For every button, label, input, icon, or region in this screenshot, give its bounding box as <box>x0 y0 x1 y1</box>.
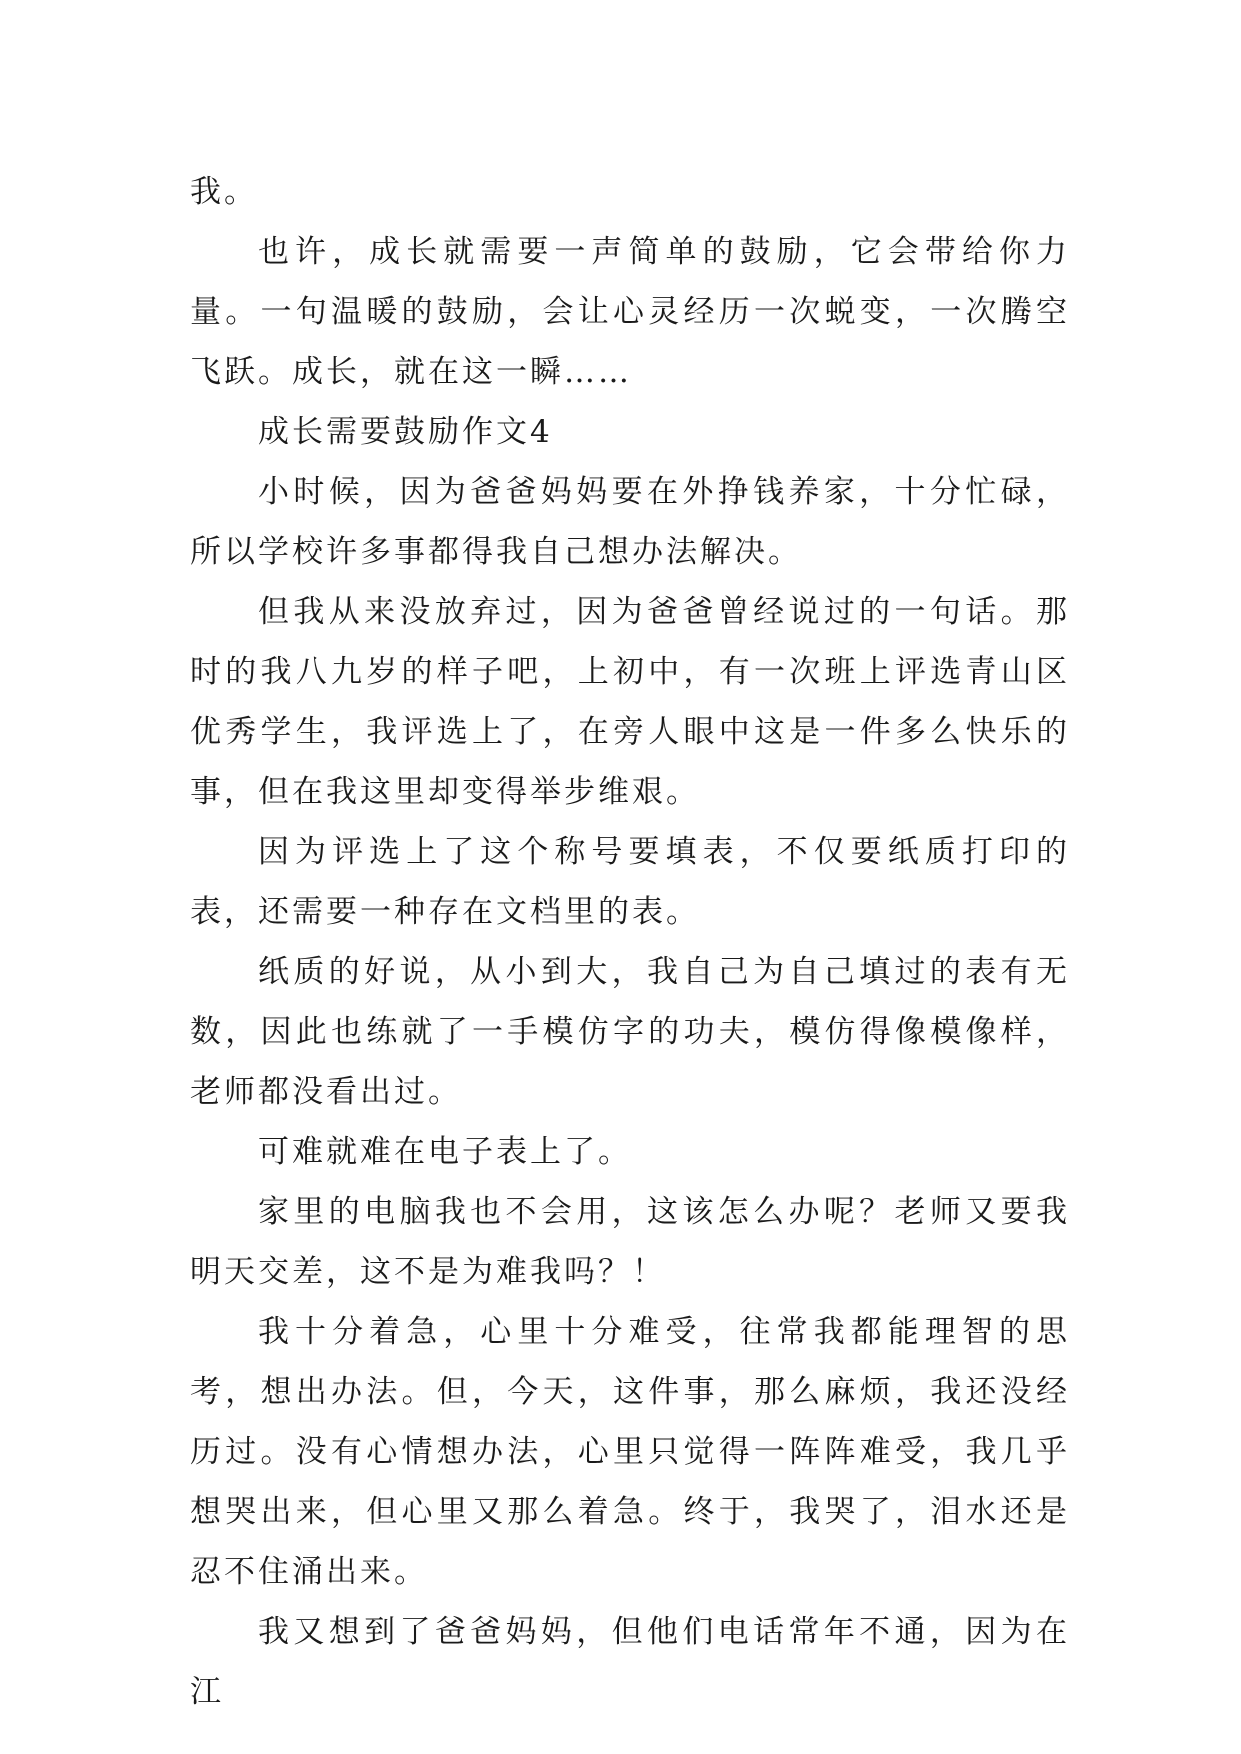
paragraph: 可难就难在电子表上了。 <box>258 1134 632 1170</box>
paragraph: 家里的电脑我也不会用，这该怎么办呢？老师又要我明天交差，这不是为难我吗？！ <box>190 1194 1070 1290</box>
paragraph: 但我从来没放弃过，因为爸爸曾经说过的一句话。那时的我八九岁的样子吧，上初中，有一次班上评选青山区优秀学生，我评选上了，在旁人眼中这是一件多么快乐的事，但在我这里却变得举步维艰。 <box>190 594 1070 810</box>
paragraph: 纸质的好说，从小到大，我自己为自己填过的表有无数，因此也练就了一手模仿字的功夫，模仿得像模像样，老师都没看出过。 <box>190 954 1070 1110</box>
paragraph: 我又想到了爸爸妈妈，但他们电话常年不通，因为在江 <box>190 1614 1070 1710</box>
document-body <box>190 162 1070 1722</box>
paragraph: 小时候，因为爸爸妈妈要在外挣钱养家，十分忙碌，所以学校许多事都得我自己想办法解决。 <box>190 474 1070 570</box>
paragraph: 因为评选上了这个称号要填表，不仅要纸质打印的表，还需要一种存在文档里的表。 <box>190 834 1070 930</box>
paragraph: 也许，成长就需要一声简单的鼓励，它会带给你力量。一句温暖的鼓励，会让心灵经历一次蜕变，一次腾空飞跃。成长，就在这一瞬…… <box>190 234 1070 390</box>
section-heading: 成长需要鼓励作文4 <box>258 414 553 450</box>
paragraph-continuation: 我。 <box>190 174 258 210</box>
paragraph: 我十分着急，心里十分难受，往常我都能理智的思考，想出办法。但，今天，这件事，那么麻烦，我还没经历过。没有心情想办法，心里只觉得一阵阵难受，我几乎想哭出来，但心里又那么着急。终于，我哭了，泪水还是忍不住涌出来。 <box>190 1314 1070 1590</box>
